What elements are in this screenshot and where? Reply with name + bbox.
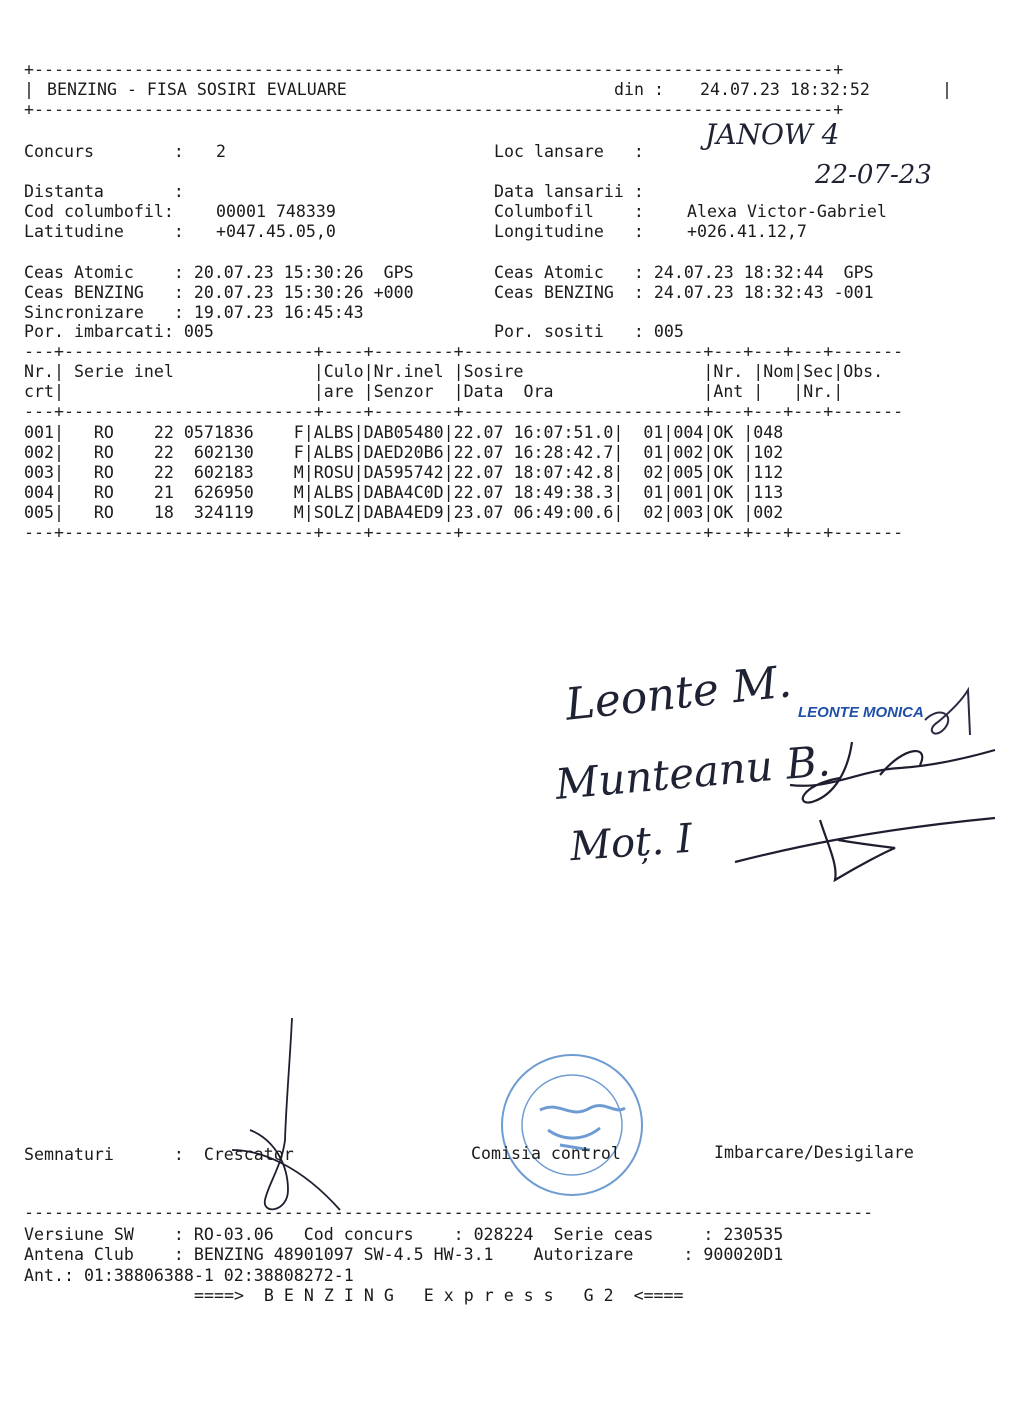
cod-label: Cod columbofil:: [24, 202, 174, 221]
cod-value: 00001 748339: [216, 202, 336, 221]
header-title: BENZING - FISA SOSIRI EVALUARE: [47, 80, 347, 99]
table-row: 001| RO 22 0571836 F|ALBS|DAB05480|22.07 16:07:51.0| 01|004|OK |048: [24, 423, 784, 442]
table-row: 002| RO 22 602130 F|ALBS|DAED20B6|22.07 16:28:42.7| 01|002|OK |102: [24, 443, 784, 462]
table-header-line2: crt| |are |Senzor |Data Ora |Ant | |Nr.|: [24, 382, 844, 401]
signature-scribble-3: [735, 818, 995, 880]
ceas-atomic-right: Ceas Atomic : 24.07.23 18:32:44 GPS: [494, 263, 874, 282]
long-label: Longitudine :: [494, 222, 644, 241]
distanta-label: Distanta :: [24, 182, 184, 201]
comisia-control-label: Comisia control: [471, 1144, 621, 1163]
semnaturi-label: Semnaturi : Crescator: [24, 1145, 294, 1164]
ceas-benzing-right: Ceas BENZING : 24.07.23 18:32:43 -001: [494, 283, 874, 302]
concurs-label: Concurs :: [24, 142, 184, 161]
signature-scribble-1: [925, 690, 970, 735]
columbofil-label: Columbofil :: [494, 202, 644, 221]
loc-value-handwritten: JANOW 4: [705, 118, 840, 151]
table-header-line1: Nr.| Serie inel |Culo|Nr.inel |Sosire |Nr. |Nom|Sec|Obs.: [24, 362, 884, 381]
header-bottom-rule: +--------------------------------------------------------------------------------+: [24, 100, 844, 119]
signature-scribble-2: [790, 742, 995, 803]
header-din-value: 24.07.23 18:32:52: [700, 80, 870, 99]
header-top-rule: +--------------------------------------------------------------------------------+: [24, 60, 844, 79]
lat-label: Latitudine :: [24, 222, 184, 241]
signature-name-2: Munteanu B.: [553, 736, 833, 809]
crescator-signature: [232, 1018, 340, 1210]
ceas-benzing-left: Ceas BENZING : 20.07.23 15:30:26 +000: [24, 283, 414, 302]
concurs-value: 2: [216, 142, 226, 161]
table-header-rule: ---+-------------------------+----+--------+------------------------+---+---+---+-------: [24, 402, 904, 421]
imbarcare-label: Imbarcare/Desigilare: [714, 1143, 914, 1162]
table-top-rule: ---+-------------------------+----+--------+------------------------+---+---+---+-------: [24, 342, 904, 361]
data-lansarii-label: Data lansarii :: [494, 182, 644, 201]
signature-name-1: Leonte M.: [562, 656, 794, 731]
header-din-label: din :: [614, 80, 664, 99]
table-row: 003| RO 22 602183 M|ROSU|DA595742|22.07 18:07:42.8| 02|005|OK |112: [24, 463, 784, 482]
brand-line: ====> B E N Z I N G E x p r e s s G 2 <====: [194, 1286, 684, 1305]
versiune-line: Versiune SW : RO-03.06 Cod concurs : 028224 Serie ceas : 230535: [24, 1225, 784, 1244]
signature-name-3: Moț. I: [568, 815, 694, 871]
name-stamp: LEONTE MONICA: [798, 704, 924, 721]
sincronizare: Sincronizare : 19.07.23 16:45:43: [24, 303, 364, 322]
table-row: 004| RO 21 626950 M|ALBS|DABA4C0D|22.07 18:49:38.3| 01|001|OK |113: [24, 483, 784, 502]
ceas-atomic-left: Ceas Atomic : 20.07.23 15:30:26 GPS: [24, 263, 414, 282]
lat-value: +047.45.05,0: [216, 222, 336, 241]
header-left-bar: |: [24, 80, 34, 99]
footer-rule: -------------------------------------------------------------------------------------: [24, 1203, 874, 1222]
por-imbarcati: Por. imbarcati: 005: [24, 322, 214, 341]
columbofil-value: Alexa Victor-Gabriel: [687, 202, 887, 221]
ant-line: Ant.: 01:38806388-1 02:38808272-1: [24, 1266, 354, 1285]
club-stamp: [502, 1055, 642, 1195]
antena-line: Antena Club : BENZING 48901097 SW-4.5 HW-3.1 Autorizare : 900020D1: [24, 1245, 784, 1264]
loc-label: Loc lansare :: [494, 142, 644, 161]
header-right-bar: |: [942, 80, 952, 99]
data-lansarii-handwritten: 22-07-23: [815, 160, 932, 190]
por-sositi: Por. sositi : 005: [494, 322, 684, 341]
long-value: +026.41.12,7: [687, 222, 807, 241]
table-row: 005| RO 18 324119 M|SOLZ|DABA4ED9|23.07 06:49:00.6| 02|003|OK |002: [24, 503, 784, 522]
table-bottom-rule: ---+-------------------------+----+--------+------------------------+---+---+---+-------: [24, 523, 904, 542]
